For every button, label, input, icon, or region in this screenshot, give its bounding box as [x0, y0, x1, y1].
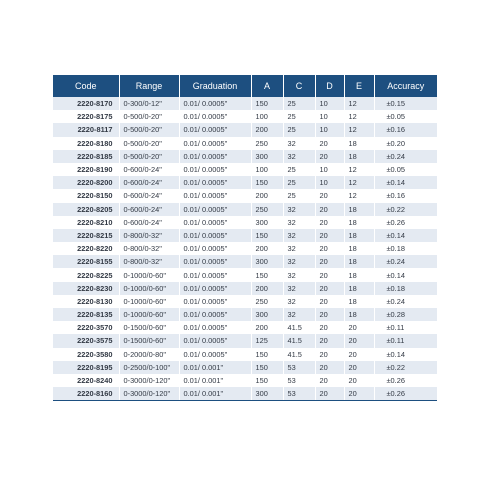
- cell-c: 41.5: [283, 348, 315, 361]
- cell-e: 20: [344, 387, 374, 400]
- cell-code: 2220-8175: [53, 110, 119, 123]
- table-row: [53, 255, 437, 268]
- cell-e: 20: [344, 374, 374, 387]
- cell-a: 150: [251, 97, 283, 111]
- cell-a: 150: [251, 348, 283, 361]
- cell-e: 18: [344, 203, 374, 216]
- cell-c: 32: [283, 268, 315, 281]
- cell-d: 20: [315, 203, 344, 216]
- header-accuracy: Accuracy: [374, 75, 437, 97]
- cell-graduation: 0.01/ 0.0005": [179, 348, 251, 361]
- cell-d: 20: [315, 334, 344, 347]
- cell-d: 10: [315, 163, 344, 176]
- cell-e: 18: [344, 137, 374, 150]
- table-row: [53, 216, 437, 229]
- cell-range: 0-800/0-32": [119, 229, 179, 242]
- cell-c: 32: [283, 203, 315, 216]
- cell-a: 250: [251, 203, 283, 216]
- cell-c: 25: [283, 97, 315, 111]
- header-code: Code: [53, 75, 119, 97]
- cell-d: 20: [315, 374, 344, 387]
- cell-code: 2220-3575: [53, 334, 119, 347]
- cell-accuracy: ±0.14: [374, 268, 437, 281]
- cell-accuracy: ±0.24: [374, 150, 437, 163]
- cell-d: 20: [315, 348, 344, 361]
- cell-graduation: 0.01/ 0.0005": [179, 123, 251, 136]
- cell-code: 2220-3570: [53, 321, 119, 334]
- cell-a: 300: [251, 150, 283, 163]
- cell-e: 18: [344, 150, 374, 163]
- cell-accuracy: ±0.14: [374, 348, 437, 361]
- cell-code: 2220-8225: [53, 268, 119, 281]
- cell-d: 20: [315, 321, 344, 334]
- cell-a: 300: [251, 255, 283, 268]
- cell-range: 0-2500/0-100": [119, 361, 179, 374]
- cell-d: 20: [315, 137, 344, 150]
- cell-accuracy: ±0.20: [374, 137, 437, 150]
- cell-a: 200: [251, 321, 283, 334]
- cell-code: 2220-3580: [53, 348, 119, 361]
- header-e: E: [344, 75, 374, 97]
- cell-e: 18: [344, 308, 374, 321]
- cell-a: 150: [251, 176, 283, 189]
- cell-c: 32: [283, 295, 315, 308]
- cell-c: 41.5: [283, 321, 315, 334]
- cell-accuracy: ±0.24: [374, 255, 437, 268]
- cell-range: 0-500/0-20": [119, 123, 179, 136]
- cell-range: 0-1000/0-60": [119, 308, 179, 321]
- cell-c: 32: [283, 137, 315, 150]
- spec-table: [53, 75, 437, 400]
- table-row: [53, 137, 437, 150]
- cell-c: 25: [283, 110, 315, 123]
- cell-accuracy: ±0.11: [374, 321, 437, 334]
- cell-range: 0-600/0-24": [119, 203, 179, 216]
- cell-code: 2220-8210: [53, 216, 119, 229]
- cell-graduation: 0.01/ 0.0005": [179, 229, 251, 242]
- cell-d: 20: [315, 216, 344, 229]
- cell-d: 10: [315, 97, 344, 111]
- table-row: [53, 242, 437, 255]
- cell-graduation: 0.01/ 0.0005": [179, 176, 251, 189]
- table-bottom-rule: [53, 400, 437, 401]
- cell-accuracy: ±0.05: [374, 163, 437, 176]
- cell-range: 0-1000/0-60": [119, 295, 179, 308]
- cell-range: 0-300/0-12": [119, 97, 179, 111]
- cell-accuracy: ±0.26: [374, 216, 437, 229]
- cell-e: 20: [344, 348, 374, 361]
- cell-a: 250: [251, 137, 283, 150]
- cell-range: 0-800/0-32": [119, 242, 179, 255]
- cell-accuracy: ±0.05: [374, 110, 437, 123]
- cell-accuracy: ±0.11: [374, 334, 437, 347]
- cell-c: 25: [283, 123, 315, 136]
- table-row: [53, 163, 437, 176]
- cell-d: 10: [315, 123, 344, 136]
- cell-c: 25: [283, 176, 315, 189]
- table-row: [53, 334, 437, 347]
- cell-a: 200: [251, 282, 283, 295]
- cell-e: 18: [344, 295, 374, 308]
- cell-a: 100: [251, 110, 283, 123]
- table-header-row: [53, 75, 437, 97]
- cell-graduation: 0.01/ 0.0005": [179, 150, 251, 163]
- cell-a: 150: [251, 374, 283, 387]
- cell-c: 53: [283, 374, 315, 387]
- cell-a: 300: [251, 387, 283, 400]
- cell-code: 2220-8190: [53, 163, 119, 176]
- cell-d: 10: [315, 110, 344, 123]
- cell-c: 32: [283, 242, 315, 255]
- cell-c: 32: [283, 308, 315, 321]
- cell-a: 150: [251, 361, 283, 374]
- cell-code: 2220-8205: [53, 203, 119, 216]
- cell-code: 2220-8240: [53, 374, 119, 387]
- cell-c: 53: [283, 361, 315, 374]
- cell-range: 0-500/0-20": [119, 137, 179, 150]
- cell-e: 12: [344, 189, 374, 202]
- cell-graduation: 0.01/ 0.0005": [179, 189, 251, 202]
- cell-code: 2220-8155: [53, 255, 119, 268]
- cell-a: 125: [251, 334, 283, 347]
- cell-code: 2220-8150: [53, 189, 119, 202]
- cell-range: 0-3000/0-120": [119, 374, 179, 387]
- cell-accuracy: ±0.14: [374, 176, 437, 189]
- cell-d: 20: [315, 229, 344, 242]
- cell-a: 200: [251, 242, 283, 255]
- cell-code: 2220-8170: [53, 97, 119, 111]
- cell-graduation: 0.01/ 0.0005": [179, 282, 251, 295]
- cell-code: 2220-8185: [53, 150, 119, 163]
- cell-graduation: 0.01/ 0.001": [179, 387, 251, 400]
- cell-graduation: 0.01/ 0.0005": [179, 163, 251, 176]
- cell-graduation: 0.01/ 0.0005": [179, 110, 251, 123]
- table-row: [53, 295, 437, 308]
- cell-accuracy: ±0.16: [374, 189, 437, 202]
- cell-a: 100: [251, 163, 283, 176]
- cell-range: 0-600/0-24": [119, 176, 179, 189]
- table-row: [53, 348, 437, 361]
- cell-range: 0-600/0-24": [119, 216, 179, 229]
- cell-range: 0-1000/0-60": [119, 282, 179, 295]
- cell-d: 20: [315, 361, 344, 374]
- cell-code: 2220-8117: [53, 123, 119, 136]
- cell-graduation: 0.01/ 0.0005": [179, 321, 251, 334]
- cell-code: 2220-8160: [53, 387, 119, 400]
- header-range: Range: [119, 75, 179, 97]
- cell-e: 18: [344, 255, 374, 268]
- cell-range: 0-800/0-32": [119, 255, 179, 268]
- table-row: [53, 361, 437, 374]
- table-row: [53, 321, 437, 334]
- cell-c: 32: [283, 282, 315, 295]
- cell-d: 20: [315, 282, 344, 295]
- table-row: [53, 282, 437, 295]
- cell-code: 2220-8230: [53, 282, 119, 295]
- cell-c: 53: [283, 387, 315, 400]
- cell-e: 18: [344, 242, 374, 255]
- cell-graduation: 0.01/ 0.0005": [179, 295, 251, 308]
- cell-c: 25: [283, 163, 315, 176]
- table-row: [53, 268, 437, 281]
- spec-table-container: [53, 75, 437, 401]
- cell-d: 20: [315, 295, 344, 308]
- cell-graduation: 0.01/ 0.0005": [179, 255, 251, 268]
- cell-e: 12: [344, 97, 374, 111]
- cell-range: 0-2000/0-80": [119, 348, 179, 361]
- cell-d: 20: [315, 268, 344, 281]
- cell-graduation: 0.01/ 0.0005": [179, 216, 251, 229]
- cell-e: 20: [344, 321, 374, 334]
- header-d: D: [315, 75, 344, 97]
- cell-accuracy: ±0.15: [374, 97, 437, 111]
- cell-accuracy: ±0.24: [374, 295, 437, 308]
- cell-e: 18: [344, 268, 374, 281]
- cell-range: 0-500/0-20": [119, 150, 179, 163]
- cell-accuracy: ±0.26: [374, 374, 437, 387]
- cell-accuracy: ±0.14: [374, 229, 437, 242]
- table-row: [53, 387, 437, 400]
- cell-a: 300: [251, 216, 283, 229]
- table-row: [53, 203, 437, 216]
- cell-code: 2220-8130: [53, 295, 119, 308]
- cell-range: 0-500/0-20": [119, 110, 179, 123]
- cell-accuracy: ±0.22: [374, 203, 437, 216]
- cell-accuracy: ±0.16: [374, 123, 437, 136]
- cell-d: 20: [315, 150, 344, 163]
- table-body: [53, 97, 437, 401]
- cell-graduation: 0.01/ 0.0005": [179, 242, 251, 255]
- cell-d: 20: [315, 242, 344, 255]
- cell-graduation: 0.01/ 0.0005": [179, 334, 251, 347]
- cell-c: 32: [283, 255, 315, 268]
- cell-graduation: 0.01/ 0.0005": [179, 308, 251, 321]
- header-a: A: [251, 75, 283, 97]
- cell-graduation: 0.01/ 0.0005": [179, 268, 251, 281]
- cell-range: 0-600/0-24": [119, 189, 179, 202]
- table-row: [53, 150, 437, 163]
- cell-graduation: 0.01/ 0.0005": [179, 97, 251, 111]
- cell-a: 200: [251, 189, 283, 202]
- cell-graduation: 0.01/ 0.001": [179, 374, 251, 387]
- cell-code: 2220-8195: [53, 361, 119, 374]
- cell-a: 200: [251, 123, 283, 136]
- cell-code: 2220-8135: [53, 308, 119, 321]
- table-row: [53, 189, 437, 202]
- cell-c: 32: [283, 229, 315, 242]
- cell-e: 18: [344, 282, 374, 295]
- cell-accuracy: ±0.26: [374, 387, 437, 400]
- cell-d: 20: [315, 189, 344, 202]
- table-row: [53, 97, 437, 111]
- cell-d: 20: [315, 387, 344, 400]
- header-graduation: Graduation: [179, 75, 251, 97]
- cell-c: 25: [283, 189, 315, 202]
- header-c: C: [283, 75, 315, 97]
- table-row: [53, 110, 437, 123]
- cell-d: 20: [315, 255, 344, 268]
- table-row: [53, 308, 437, 321]
- cell-range: 0-600/0-24": [119, 163, 179, 176]
- cell-c: 41.5: [283, 334, 315, 347]
- cell-e: 12: [344, 163, 374, 176]
- cell-e: 12: [344, 176, 374, 189]
- cell-code: 2220-8220: [53, 242, 119, 255]
- cell-code: 2220-8200: [53, 176, 119, 189]
- cell-graduation: 0.01/ 0.001": [179, 361, 251, 374]
- cell-e: 12: [344, 110, 374, 123]
- cell-accuracy: ±0.22: [374, 361, 437, 374]
- table-row: [53, 176, 437, 189]
- cell-e: 20: [344, 361, 374, 374]
- cell-graduation: 0.01/ 0.0005": [179, 203, 251, 216]
- cell-d: 10: [315, 176, 344, 189]
- cell-range: 0-1500/0-60": [119, 334, 179, 347]
- cell-e: 12: [344, 123, 374, 136]
- cell-code: 2220-8180: [53, 137, 119, 150]
- cell-e: 18: [344, 229, 374, 242]
- cell-a: 300: [251, 308, 283, 321]
- cell-code: 2220-8215: [53, 229, 119, 242]
- cell-c: 32: [283, 150, 315, 163]
- cell-a: 150: [251, 268, 283, 281]
- cell-accuracy: ±0.18: [374, 282, 437, 295]
- cell-c: 32: [283, 216, 315, 229]
- cell-range: 0-1500/0-60": [119, 321, 179, 334]
- table-row: [53, 123, 437, 136]
- cell-e: 20: [344, 334, 374, 347]
- cell-range: 0-1000/0-60": [119, 268, 179, 281]
- cell-e: 18: [344, 216, 374, 229]
- cell-a: 250: [251, 295, 283, 308]
- cell-accuracy: ±0.18: [374, 242, 437, 255]
- cell-graduation: 0.01/ 0.0005": [179, 137, 251, 150]
- cell-d: 20: [315, 308, 344, 321]
- table-row: [53, 229, 437, 242]
- cell-range: 0-3000/0-120": [119, 387, 179, 400]
- cell-a: 150: [251, 229, 283, 242]
- cell-accuracy: ±0.28: [374, 308, 437, 321]
- table-row: [53, 374, 437, 387]
